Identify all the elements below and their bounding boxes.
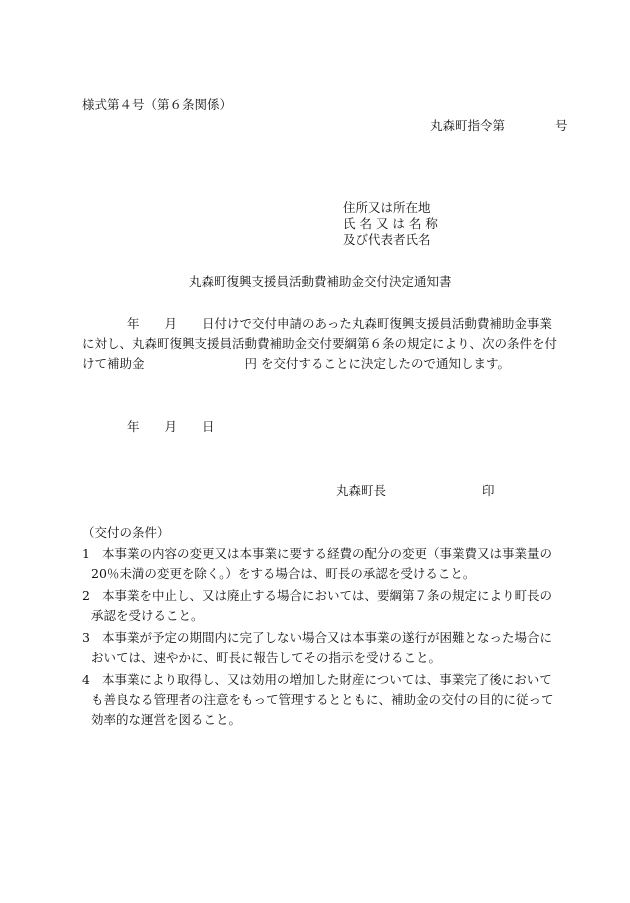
condition-text-line: 本事業を中止し、又は廃止する場合においては、要綱第７条の規定により町長の bbox=[102, 588, 553, 603]
recipient-representative-label: 及び代表者氏名 bbox=[343, 232, 431, 247]
condition-text-line: 効率的な運営を図ること。 bbox=[91, 712, 242, 727]
condition-text-line: 承認を受けること。 bbox=[91, 608, 204, 623]
document-title: 丸森町復興支援員活動費補助金交付決定通知書 bbox=[189, 274, 452, 289]
order-number: 丸森町指令第 号 bbox=[430, 118, 568, 133]
condition-text-line: 本事業が予定の期間内に完了しない場合又は本事業の遂行が困難となった場合に bbox=[102, 630, 553, 645]
issuer-title: 丸森町長 bbox=[336, 483, 387, 498]
condition-text-line: 20％未満の変更を除く。）をする場合は、町長の承認を受けること。 bbox=[91, 566, 476, 581]
condition-number: 3 bbox=[82, 630, 90, 645]
condition-text-line: 本事業により取得し、又は効用の増加した財産については、事業完了後において bbox=[102, 672, 552, 687]
condition-number: 4 bbox=[82, 672, 90, 687]
condition-text-line: も善良なる管理者の注意をもって管理するとともに、補助金の交付の目的に従って bbox=[91, 692, 554, 707]
condition-number: 1 bbox=[82, 546, 90, 561]
body-line-3: けて補助金 円 を交付することに決定したので通知します。 bbox=[82, 356, 510, 371]
notice-date: 年 月 日 bbox=[127, 419, 215, 434]
body-line-2: に対し、丸森町復興支援員活動費補助金交付要綱第６条の規定により、次の条件を付 bbox=[82, 336, 558, 351]
recipient-address-label: 住所又は所在地 bbox=[343, 200, 431, 215]
issuer-seal: 印 bbox=[482, 483, 495, 498]
condition-number: 2 bbox=[82, 588, 90, 603]
recipient-name-label: 氏 名 又 は 名 称 bbox=[343, 216, 438, 231]
conditions-heading: （交付の条件） bbox=[82, 525, 170, 540]
condition-text-line: おいては、速やかに、町長に報告してその指示を受けること。 bbox=[91, 650, 442, 665]
form-number: 様式第４号（第６条関係） bbox=[82, 97, 233, 112]
body-line-1: 年 月 日付けで交付申請のあった丸森町復興支援員活動費補助金事業 bbox=[127, 316, 552, 331]
condition-text-line: 本事業の内容の変更又は本事業に要する経費の配分の変更（事業費又は事業量の bbox=[102, 546, 553, 561]
